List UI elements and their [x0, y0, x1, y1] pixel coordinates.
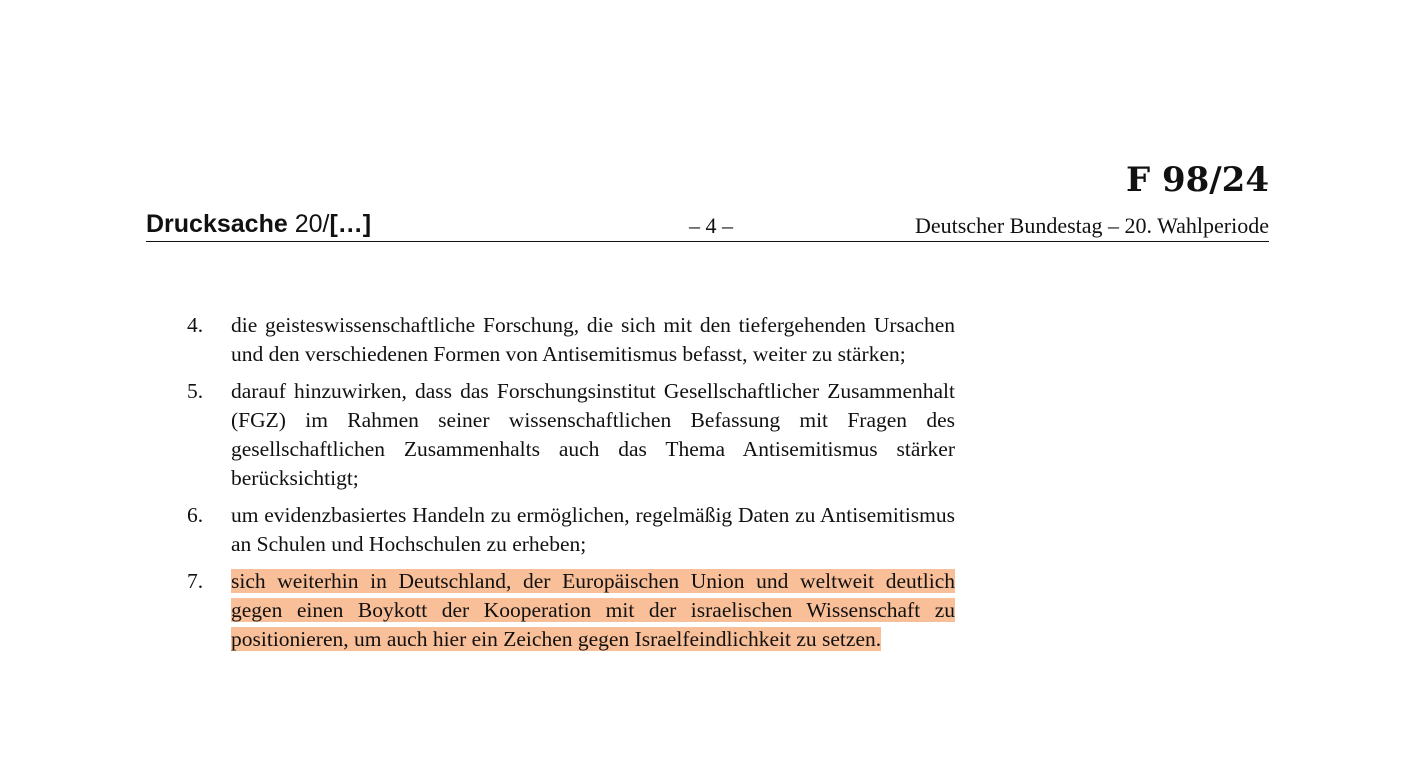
drucksache-number-prefix: 20/ [287, 210, 330, 238]
parliament-term: Deutscher Bundestag – 20. Wahlperiode [914, 213, 1269, 238]
list-item-text: darauf hinzuwirken, dass das Forschungsinstitut Gesellschaftlicher Zusammenhalt (FGZ) im Rahmen seiner wissenschaftlichen Befassung mit Fragen des gesellschaftlichen Zusammenhalts auch das Thema Antisemitismus stärker berücksichtigt; [231, 379, 955, 490]
text-highlight: sich weiterhin in Deutschland, der Europäischen Union und weltweit deutlich gegen einen Boykott der Kooperation mit der israelischen Wissenschaft zu positionieren, um auch hier ein Zeichen gegen Israelfeindlichkeit zu setzen. [231, 569, 955, 651]
drucksache-label: Drucksache [146, 210, 288, 238]
drucksache-reference [146, 209, 371, 239]
list-item-text-highlighted [231, 567, 955, 654]
list-item-number: 5. [187, 379, 204, 403]
list-item-6 [185, 501, 955, 559]
list-item-text: die geisteswissenschaftliche Forschung, die sich mit den tiefergehenden Ursachen und den verschiedenen Formen von Antisemitismus befasst, weiter zu stärken; [231, 313, 955, 366]
list-item-number: 6. [187, 503, 204, 527]
page-header [146, 205, 1269, 242]
drucksache-number-placeholder: […] [329, 210, 372, 238]
demands-list [185, 311, 955, 662]
list-item-7 [185, 567, 955, 654]
list-item-5 [185, 377, 955, 493]
document-id: F 98/24 [1125, 160, 1269, 200]
list-item-number: 4. [187, 313, 204, 337]
list-item-4 [185, 311, 955, 369]
list-item-text: um evidenzbasiertes Handeln zu ermöglichen, regelmäßig Daten zu Antisemitismus an Schulen und Hochschulen zu erheben; [231, 503, 955, 556]
page-number: – 4 – [689, 213, 733, 238]
list-item-number: 7. [187, 569, 204, 593]
